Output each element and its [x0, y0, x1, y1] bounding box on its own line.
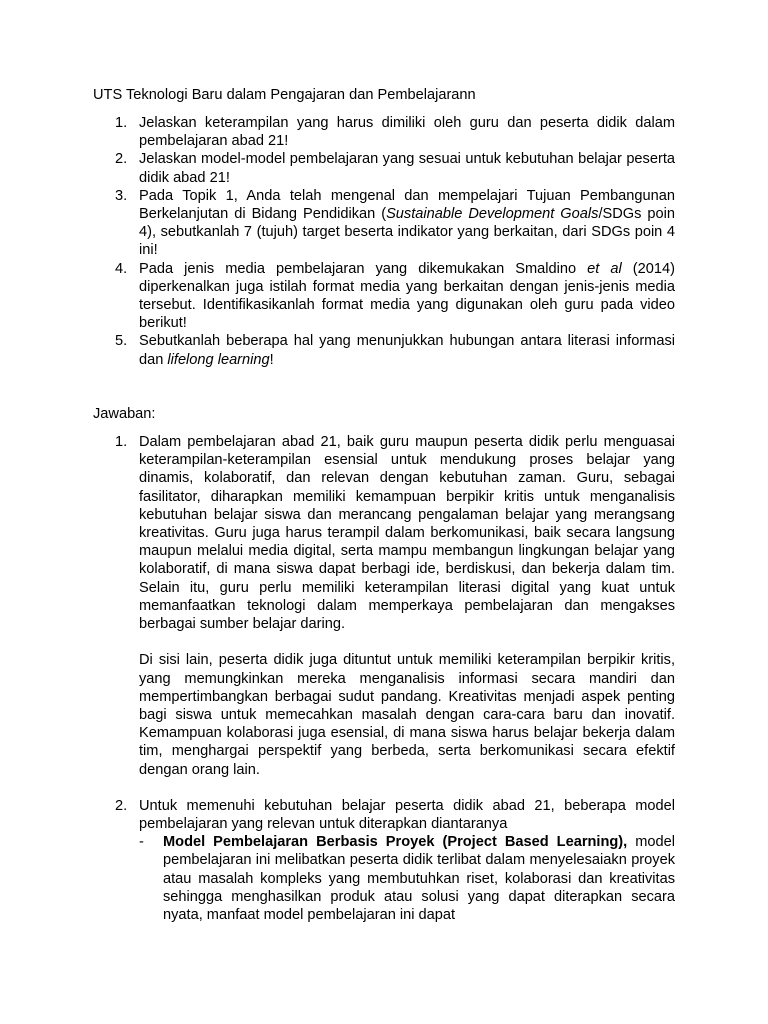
answer-paragraph: Dalam pembelajaran abad 21, baik guru maupun peserta didik perlu menguasai keterampilan-keterampilan esensial untuk mendukung proses belajar yang dinamis, kolaboratif, dan relevan dengan kebutuhan zaman. Guru, sebagai fasilitator, diharapkan memiliki kemampuan berpikir kritis untuk menganalisis kebutuhan belajar siswa dan merancang pengalaman belajar yang merangsang kreativitas. Guru juga harus terampil dalam berkomunikasi, baik secara langsung maupun melalui media digital, serta mampu membangun lingkungan belajar yang kolaboratif, di mana siswa dapat berbagi ide, berdiskusi, dan bekerja dalam tim. Selain itu, guru perlu memiliki keterampilan literasi digital yang kuat untuk memanfaatkan teknologi dalam memperkaya pembelajaran dan mengakses berbagai sumber belajar daring. — [139, 434, 675, 633]
question-text: /SDGs poin 4), sebutkanlah 7 (tujuh) target beserta indikator yang berkaitan, dari SDGs poin 4 ini! — [139, 206, 675, 259]
answer-number: 2. — [115, 797, 128, 814]
spacer — [93, 779, 675, 797]
model-title: Model Pembelajaran Berbasis Proyek (Project Based Learning), — [163, 834, 628, 851]
question-number: 4. — [115, 260, 128, 277]
question-italic-term: lifelong learning — [167, 351, 270, 368]
question-item — [93, 260, 675, 333]
question-text: Jelaskan model-model pembelajaran yang sesuai untuk kebutuhan belajar peserta didik abad 21! — [139, 151, 675, 186]
question-item — [93, 332, 675, 368]
question-number: 5. — [115, 333, 128, 350]
question-item — [93, 187, 675, 260]
answer-heading: Jawaban: — [93, 406, 156, 422]
question-item — [93, 114, 675, 150]
question-text: (2014) diperkenalkan juga istilah format media yang berkaitan dengan jenis-jenis media tersebut. Identifikasikanlah format media yang digunakan oleh guru pada video berikut! — [139, 260, 675, 332]
question-text: ! — [269, 351, 274, 368]
model-item — [139, 833, 675, 924]
model-list — [139, 833, 675, 924]
answer-list — [93, 433, 675, 924]
document-title: UTS Teknologi Baru dalam Pengajaran dan Pembelajarann — [93, 87, 476, 103]
question-list — [93, 114, 675, 369]
question-text: Jelaskan keterampilan yang harus dimiliki oleh guru dan peserta didik dalam pembelajaran abad 21! — [139, 115, 675, 150]
answer-paragraph: Di sisi lain, peserta didik juga dituntut untuk memiliki keterampilan berpikir kritis, yang memungkinkan mereka menganalisis informasi secara mandiri dan mempertimbangkan berbagai sudut pandang. Kreativitas menjadi aspek penting bagi siswa untuk memecahkan masalah dengan cara-cara baru dan inovatif. Kemampuan kolaborasi juga esensial, di mana siswa harus belajar bekerja dalam tim, menghargai perspektif yang berbeda, serta berkomunikasi secara efektif dengan orang lain. — [139, 652, 675, 778]
question-item — [93, 150, 675, 186]
answer-item — [93, 797, 675, 924]
answer-number: 1. — [115, 434, 128, 450]
question-number: 2. — [115, 151, 128, 168]
question-text: Pada jenis media pembelajaran yang dikemukakan Smaldino — [139, 260, 588, 277]
question-italic-term: Sustainable Development Goals — [386, 206, 599, 223]
list-dash: - — [139, 834, 144, 851]
answer-intro: Untuk memenuhi kebutuhan belajar peserta didik abad 21, beberapa model pembelajaran yang relevan untuk diterapkan diantaranya — [139, 797, 675, 833]
question-number: 3. — [115, 187, 128, 204]
question-text: Sebutkanlah beberapa hal yang menunjukkan hubungan antara literasi informasi dan — [139, 333, 675, 368]
answer-item — [93, 433, 675, 779]
question-italic-term: et al — [587, 260, 622, 277]
question-number: 1. — [115, 115, 128, 131]
question-text: Pada Topik 1, Anda telah mengenal dan mempelajari Tujuan Pembangunan Berkelanjutan di Bidang Pendidikan ( — [139, 187, 675, 223]
model-description: model pembelajaran ini melibatkan peserta didik terlibat dalam menyelesaiakn proyek atau masalah kompleks yang membutuhkan riset, kolaborasi dan kreativitas sehingga menghasilkan produk atau solusi yang dapat diterapkan secara nyata, manfaat model pembelajaran ini dapat — [163, 834, 675, 924]
